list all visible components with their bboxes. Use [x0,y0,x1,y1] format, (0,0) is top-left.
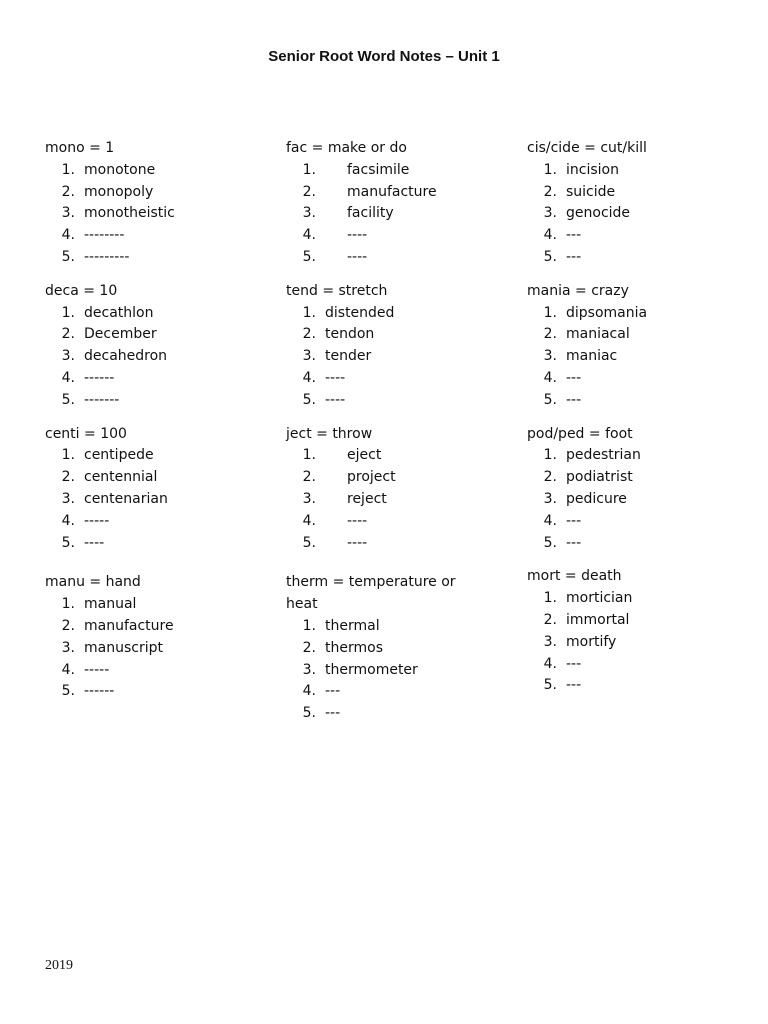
item-word: manuscript [84,639,163,656]
item-number: 4. [61,227,75,244]
item-word: ---- [325,391,346,408]
item-number: 4. [61,661,75,678]
item-word: --- [566,655,582,672]
item-word: ----- [84,661,110,678]
list-item [527,632,747,654]
list-item [286,467,506,489]
item-number: 3. [543,348,557,365]
list-item [527,390,747,412]
item-number: 2. [302,326,316,343]
item-number: 2. [543,183,557,200]
item-word: monotone [84,161,156,178]
footer-year: 2019 [45,958,73,973]
list-item [527,368,747,390]
item-word: centenarian [84,490,168,507]
item-word: manufacture [347,183,437,200]
item-word: ------ [84,683,115,700]
list-item [45,303,265,325]
item-word: monotheistic [84,205,175,222]
column-2 [286,138,506,725]
root-block-mort [527,566,747,697]
root-block-cis-cide [527,138,747,269]
root-heading: ject = throw [286,425,373,442]
item-word: decathlon [84,304,154,321]
item-number: 3. [61,490,75,507]
list-item [527,303,747,325]
root-block-mania [527,281,747,412]
item-word: ---- [347,248,368,265]
item-number: 5. [302,391,316,408]
item-word: thermos [325,639,383,656]
item-number: 4. [543,369,557,386]
item-word: --- [566,677,582,694]
item-number: 2. [302,639,316,656]
list-item [45,445,265,467]
item-word: pedestrian [566,447,641,464]
list-item [45,489,265,511]
list-item [45,203,265,225]
item-word: --------- [84,248,130,265]
root-block-pod-ped [527,424,747,555]
item-number: 3. [302,348,316,365]
item-word: thermometer [325,661,418,678]
root-heading: centi = 100 [45,425,127,442]
list-item [527,675,747,697]
item-word: ---- [347,512,368,529]
item-word: mortify [566,633,617,650]
item-number: 5. [61,683,75,700]
list-item [527,511,747,533]
item-word: --- [325,683,341,700]
item-number: 4. [543,512,557,529]
list-item [286,660,506,682]
item-number: 1. [543,590,557,607]
item-number: 3. [543,490,557,507]
item-number: 1. [543,447,557,464]
item-number: 1. [302,161,316,178]
list-item [286,368,506,390]
list-item [527,182,747,204]
list-item [45,616,265,638]
item-word: --- [566,534,582,551]
list-item [527,203,747,225]
list-item [527,489,747,511]
list-item [527,225,747,247]
item-number: 2. [61,183,75,200]
item-number: 3. [302,661,316,678]
item-number: 4. [543,655,557,672]
item-number: 2. [543,611,557,628]
root-block-manu [45,572,265,703]
item-number: 2. [61,617,75,634]
list-item [286,160,506,182]
list-item [45,324,265,346]
item-number: 5. [543,248,557,265]
item-number: 5. [543,677,557,694]
page-title: Senior Root Word Notes – Unit 1 [268,48,500,65]
list-item [45,594,265,616]
list-item [527,610,747,632]
item-number: 4. [302,683,316,700]
item-number: 3. [61,205,75,222]
item-number: 3. [543,633,557,650]
root-block-ject [286,424,506,555]
item-number: 4. [61,369,75,386]
item-number: 2. [61,326,75,343]
item-word: ------ [84,369,115,386]
item-number: 1. [543,304,557,321]
list-item [527,654,747,676]
item-number: 4. [61,512,75,529]
root-heading: pod/ped = foot [527,425,633,442]
list-item [286,703,506,725]
item-word: eject [347,447,382,464]
item-word: facility [347,205,394,222]
root-block-therm [286,572,506,725]
item-number: 2. [543,469,557,486]
item-word: ------- [84,391,120,408]
item-word: maniacal [566,326,630,343]
list-item [286,390,506,412]
item-number: 3. [61,348,75,365]
item-word: centipede [84,447,154,464]
item-word: tender [325,348,372,365]
item-word: ----- [84,512,110,529]
list-item [45,160,265,182]
item-word: dipsomania [566,304,648,321]
item-word: immortal [566,611,630,628]
item-word: --- [566,369,582,386]
item-word: suicide [566,183,616,200]
item-number: 1. [61,304,75,321]
item-word: ---- [84,534,105,551]
list-item [286,303,506,325]
list-item [45,638,265,660]
item-number: 3. [61,639,75,656]
item-word: tendon [325,326,375,343]
list-item [286,533,506,555]
list-item [527,324,747,346]
item-number: 3. [543,205,557,222]
list-item [286,247,506,269]
item-number: 3. [302,490,316,507]
list-item [286,489,506,511]
list-item [286,681,506,703]
item-number: 5. [61,248,75,265]
list-item [286,616,506,638]
list-item [45,660,265,682]
list-item [527,247,747,269]
item-number: 2. [302,469,316,486]
item-number: 4. [302,369,316,386]
root-heading: fac = make or do [286,140,407,156]
list-item [45,182,265,204]
item-word: podiatrist [566,469,633,486]
list-item [286,203,506,225]
list-item [527,467,747,489]
item-word: --- [566,512,582,529]
item-word: --- [566,391,582,408]
list-item [527,445,747,467]
item-word: centennial [84,469,158,486]
root-heading: deca = 10 [45,282,118,299]
root-block-deca [45,281,265,412]
item-number: 5. [61,534,75,551]
column-1 [45,138,265,703]
item-word: ---- [347,227,368,244]
item-word: --- [325,705,341,722]
item-number: 5. [302,534,316,551]
item-number: 5. [61,391,75,408]
item-word: ---- [325,369,346,386]
list-item [286,445,506,467]
item-word: pedicure [566,490,627,507]
item-word: genocide [566,205,631,222]
item-number: 5. [302,248,316,265]
list-item [45,533,265,555]
root-heading: mort = death [527,568,622,585]
item-word: decahedron [84,348,168,365]
item-number: 2. [302,183,316,200]
root-heading: cis/cide = cut/kill [527,140,647,156]
root-block-tend [286,281,506,412]
item-word: incision [566,161,619,178]
list-item [45,511,265,533]
item-number: 4. [302,227,316,244]
list-item [286,182,506,204]
item-number: 1. [543,161,557,178]
item-number: 5. [302,705,316,722]
item-word: -------- [84,227,125,244]
list-item [527,533,747,555]
item-word: reject [347,490,387,507]
item-number: 2. [61,469,75,486]
item-word: maniac [566,348,618,365]
list-item [286,511,506,533]
item-number: 5. [543,391,557,408]
root-block-mono [45,138,265,269]
list-item [527,588,747,610]
list-item [45,368,265,390]
list-item [45,247,265,269]
item-word: ---- [347,534,368,551]
item-word: thermal [325,617,380,634]
item-word: manual [84,596,137,613]
item-number: 3. [302,205,316,222]
list-item [527,160,747,182]
item-number: 2. [543,326,557,343]
item-word: December [84,326,157,343]
item-number: 1. [302,304,316,321]
item-word: mortician [566,590,633,607]
item-word: --- [566,227,582,244]
root-heading: therm = temperature or heat [286,574,456,613]
item-number: 4. [543,227,557,244]
item-word: project [347,469,396,486]
list-item [45,390,265,412]
list-item [286,346,506,368]
item-number: 1. [302,447,316,464]
item-number: 4. [302,512,316,529]
root-block-centi [45,424,265,555]
root-heading: mania = crazy [527,282,629,299]
column-3 [527,138,747,697]
item-word: facsimile [347,161,410,178]
item-number: 1. [61,596,75,613]
item-word: monopoly [84,183,154,200]
list-item [45,467,265,489]
list-item [45,225,265,247]
item-word: --- [566,248,582,265]
list-item [286,638,506,660]
item-number: 1. [302,617,316,634]
root-heading: tend = stretch [286,282,388,299]
item-word: manufacture [84,617,174,634]
item-number: 1. [61,161,75,178]
list-item [286,324,506,346]
list-item [286,225,506,247]
item-number: 5. [543,534,557,551]
root-block-fac [286,138,506,269]
list-item [527,346,747,368]
root-heading: manu = hand [45,574,141,591]
item-word: distended [325,304,395,321]
list-item [45,346,265,368]
item-number: 1. [61,447,75,464]
root-heading: mono = 1 [45,140,115,156]
list-item [45,681,265,703]
